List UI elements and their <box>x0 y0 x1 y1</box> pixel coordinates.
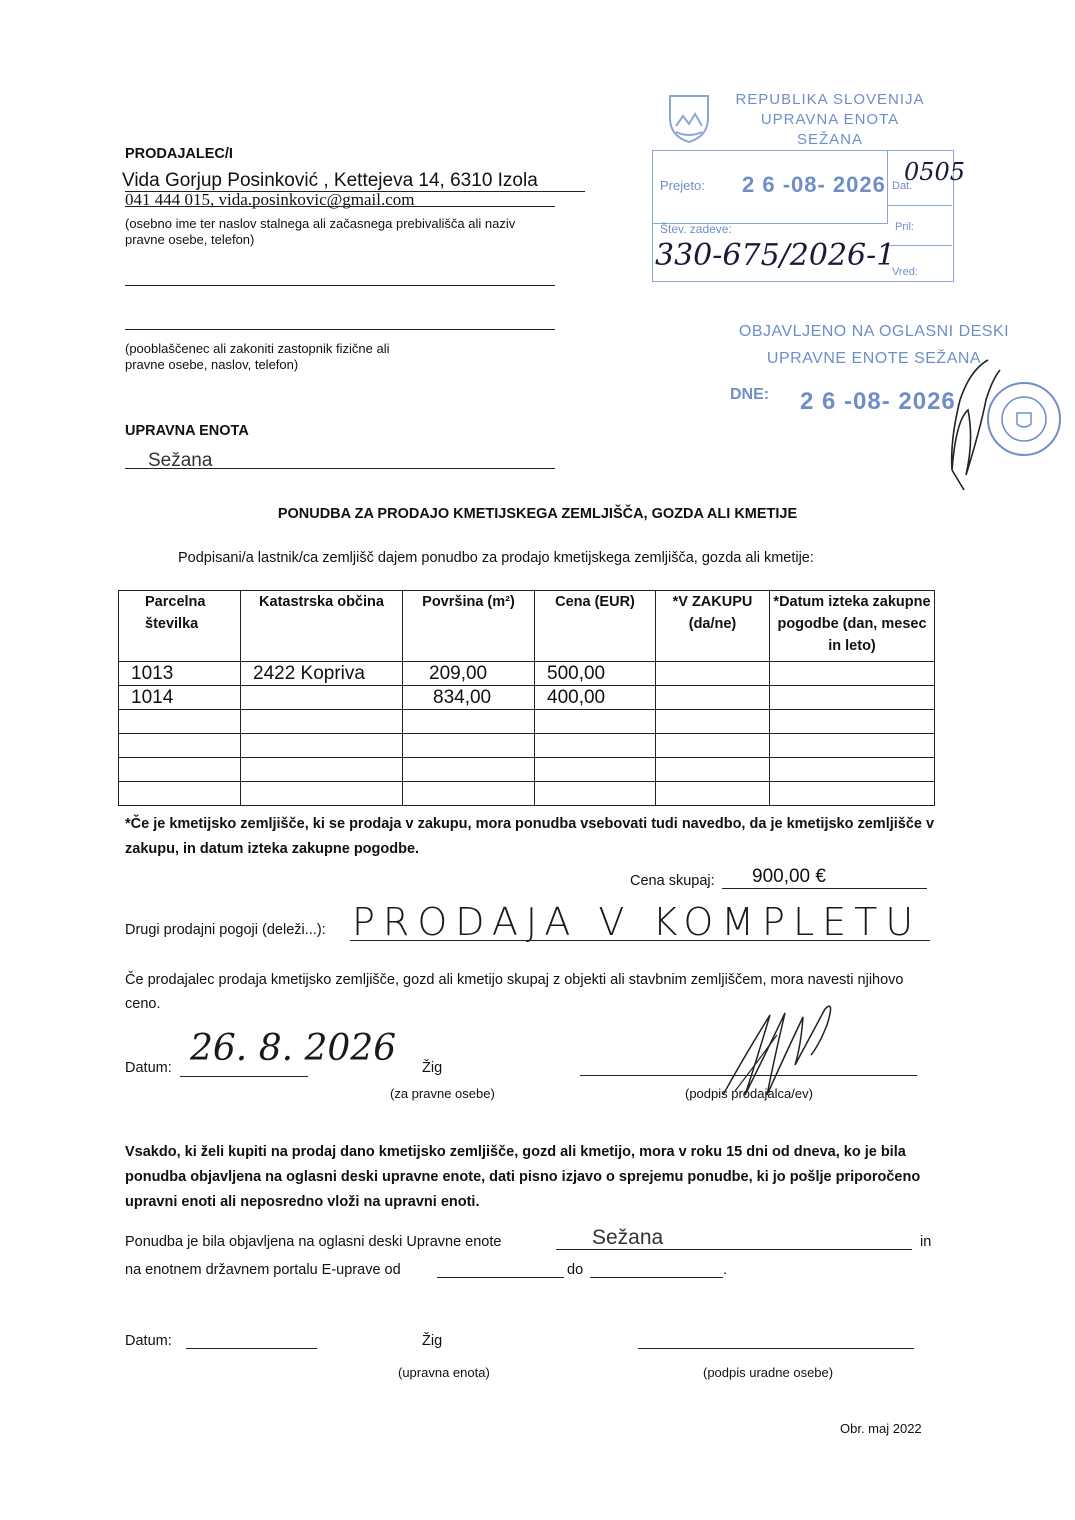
stamp-line-unit: UPRAVNA ENOTA <box>760 111 900 128</box>
unit-heading: UPRAVNA ENOTA <box>125 423 249 439</box>
col-header-lease: *V ZAKUPU (da/ne) <box>656 591 770 662</box>
seller-heading: PRODAJALEC/I <box>125 146 233 162</box>
publication-text1: Ponudba je bila objavljena na oglasni deski Upravne enote <box>125 1234 502 1250</box>
cell-price: 400,00 <box>535 686 656 710</box>
total-value: 900,00 € <box>752 866 826 887</box>
cell-cadastral: 2422 Kopriva <box>241 662 403 686</box>
unit-value: Sežana <box>148 450 213 471</box>
received-date: 2 6 -08- 2026 <box>742 172 886 197</box>
stamp-line-city: SEŽANA <box>796 131 863 148</box>
form-version: Obr. maj 2022 <box>840 1421 922 1436</box>
parcel-table <box>118 590 935 806</box>
cell-area: 209,00 <box>403 662 535 686</box>
cell-parcel: 1013 <box>119 662 241 686</box>
cell-lease <box>656 662 770 686</box>
cell-lease-end <box>770 662 935 686</box>
office-date-label: Datum: <box>125 1333 172 1349</box>
publication-text2: na enotnem državnem portalu E-uprave od <box>125 1262 401 1278</box>
seller-seal-label: Žig <box>422 1060 443 1076</box>
received-label: Prejeto: <box>660 178 705 193</box>
office-seal-label: Žig <box>422 1333 443 1349</box>
coat-of-arms-icon <box>666 92 712 149</box>
table-row <box>119 782 935 806</box>
cell-parcel: 1014 <box>119 686 241 710</box>
seller-name-address: Vida Gorjup Posinković , Kettejeva 14, 6310 Izola <box>122 170 538 191</box>
office-signature-caption: (podpis uradne osebe) <box>703 1365 834 1380</box>
published-stamp-line1: OBJAVLJENO NA OGLASNI DESKI <box>738 323 1010 340</box>
col-header-cadastral: Katastrska občina <box>241 591 403 662</box>
stamp-pril-label: Pril: <box>895 221 914 233</box>
intro-text: Podpisani/a lastnik/ca zemljišč dajem ponudbo za prodajo kmetijskega zemljišča, gozda ali kmetije: <box>178 550 814 566</box>
page-title: PONUDBA ZA PRODAJO KMETIJSKEGA ZEMLJIŠČA, GOZDA ALI KMETIJE <box>277 506 798 522</box>
published-date-label: DNE: <box>730 386 770 403</box>
acceptance-note: Vsakdo, ki želi kupiti na prodaj dano kmetijsko zemljišče, gozd ali kmetijo, mora v roku 15 dni od dneva, ko je bila ponudba objavljena na oglasni deski upravne enote, dati pisno izjavo o sprejemu ponudbe, ki jo pošlje priporočeno upravni enoti ali neposredno vloži na upravni enoti. <box>125 1144 921 1210</box>
seller-seal-caption: (za pravne osebe) <box>390 1086 495 1101</box>
publication-in: in <box>920 1234 932 1250</box>
seller-signature-icon <box>715 995 845 1110</box>
table-header-row <box>119 591 935 662</box>
seller-phone-email: 041 444 015, vida.posinkovic@gmail.com <box>125 190 415 209</box>
official-signature-icon <box>930 340 1010 505</box>
col-header-price: Cena (EUR) <box>535 591 656 662</box>
lease-note: *Če je kmetijsko zemljišče, ki se prodaja v zakupu, mora ponudba vsebovati tudi navedbo, da je kmetijsko zemljišče v zakupu, in datum izteka zakupne pogodbe. <box>125 816 935 857</box>
case-number-label: Štev. zadeve: <box>660 222 732 236</box>
seller-date-label: Datum: <box>125 1060 172 1076</box>
stamp-dat-label: Dat. <box>892 180 913 192</box>
publication-dot: . <box>723 1262 728 1278</box>
cell-lease <box>656 686 770 710</box>
stamp-vred-label: Vred: <box>892 266 918 278</box>
seller-date-value: 26. 8. 2026 <box>190 1028 397 1069</box>
stamp-line-republic: REPUBLIKA SLOVENIJA <box>735 91 925 108</box>
col-header-parcel: Parcelna številka <box>119 591 241 662</box>
publication-unit-value: Sežana <box>592 1226 664 1249</box>
cell-area: 834,00 <box>403 686 535 710</box>
table-row <box>119 710 935 734</box>
case-number-handwritten: 330-675/2026-1 <box>655 238 896 273</box>
table-row <box>119 686 935 710</box>
published-date: 2 6 -08- 2026 <box>800 388 956 415</box>
registry-code-handwritten: 0505 <box>904 158 966 186</box>
published-stamp-line2: UPRAVNE ENOTE SEŽANA <box>766 350 982 367</box>
seller-signature-caption: (podpis prodajalca/ev) <box>685 1086 813 1101</box>
objects-note: Če prodajalec prodaja kmetijsko zemljišče, gozd ali kmetijo skupaj z objekti ali stavbnim zemljiščem, mora navesti njihovo ceno. <box>125 972 904 1012</box>
seller-caption: (osebno ime ter naslov stalnega ali začasnega prebivališča ali naziv pravne osebe, telefon) <box>125 216 516 247</box>
table-row <box>119 758 935 782</box>
total-label: Cena skupaj: <box>630 873 715 889</box>
table-row <box>119 662 935 686</box>
cell-lease-end <box>770 686 935 710</box>
representative-caption: (pooblaščenec ali zakoniti zastopnik fizične ali pravne osebe, naslov, telefon) <box>125 341 390 372</box>
table-row <box>119 734 935 758</box>
other-terms-value: PRODAJA V KOMPLETU <box>352 900 922 944</box>
publication-do: do <box>567 1262 584 1278</box>
other-terms-label: Drugi prodajni pogoji (deleži...): <box>125 922 326 938</box>
col-header-lease-end: *Datum izteka zakupne pogodbe (dan, mesec in leto) <box>770 591 935 662</box>
office-seal-caption: (upravna enota) <box>398 1365 490 1380</box>
col-header-area: Površina (m²) <box>403 591 535 662</box>
cell-price: 500,00 <box>535 662 656 686</box>
cell-cadastral <box>241 686 403 710</box>
